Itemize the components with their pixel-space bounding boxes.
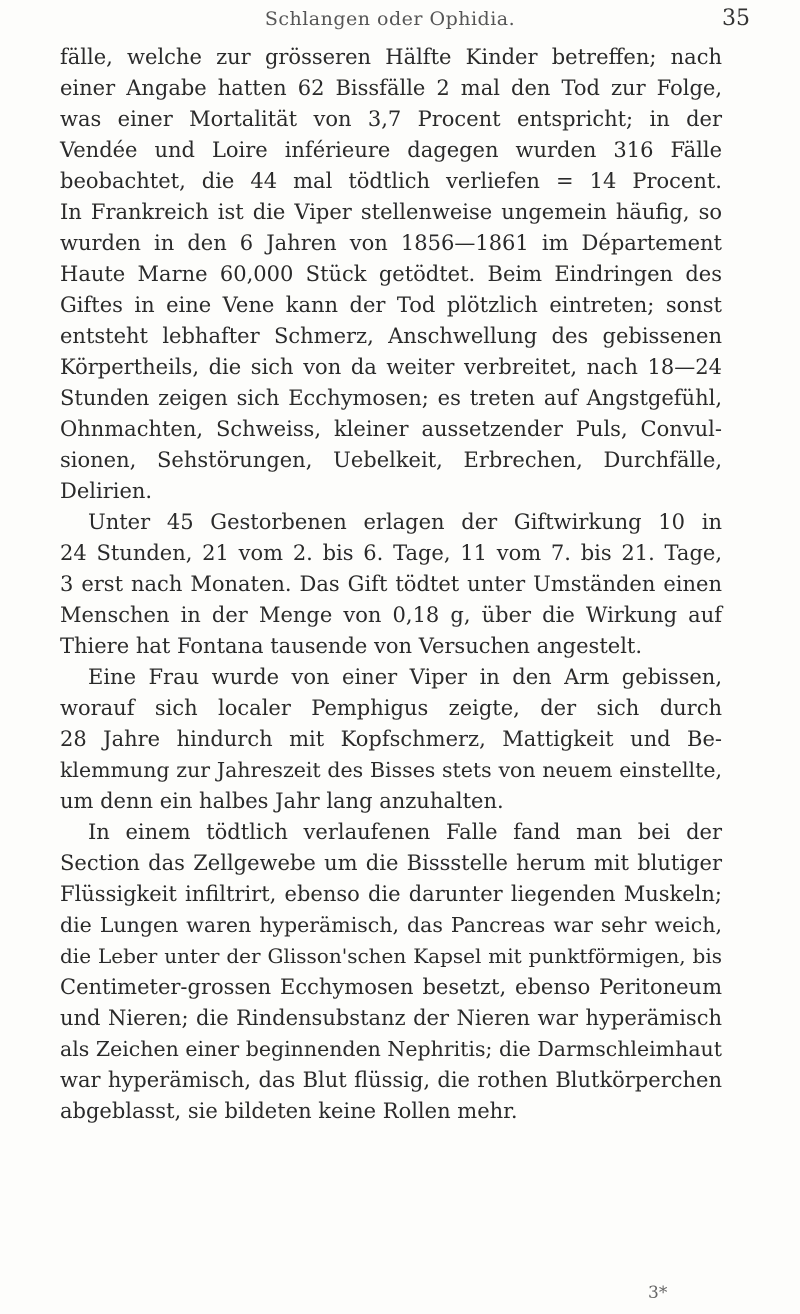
text-line: die Leber unter der Glisson'schen Kapsel mit punktförmigen, bis (60, 944, 722, 968)
text-line: Flüssigkeit infiltrirt, ebenso die darunter liegenden Muskeln; (60, 882, 722, 906)
text-line: 24 Stunden, 21 vom 2. bis 6. Tage, 11 vom 7. bis 21. Tage, (60, 541, 722, 565)
text-line: wurden in den 6 Jahren von 1856—1861 im Département (60, 231, 722, 255)
body-text (60, 42, 722, 1127)
text-line: Giftes in eine Vene kann der Tod plötzlich eintreten; sonst (60, 293, 722, 317)
text-line: Körpertheils, die sich von da weiter verbreitet, nach 18—24 (60, 355, 722, 379)
text-line: klemmung zur Jahreszeit des Bisses stets von neuem einstellte, (60, 758, 722, 782)
text-line: als Zeichen einer beginnenden Nephritis; die Darmschleimhaut (60, 1037, 722, 1061)
text-line: Unter 45 Gestorbenen erlagen der Giftwirkung 10 in (88, 510, 722, 534)
text-line: was einer Mortalität von 3,7 Procent entspricht; in der (60, 107, 722, 131)
text-line: Vendée und Loire inférieure dagegen wurden 316 Fälle (60, 138, 722, 162)
text-line: die Lungen waren hyperämisch, das Pancreas war sehr weich, (60, 913, 722, 937)
text-line: In einem tödtlich verlaufenen Falle fand man bei der (88, 820, 722, 844)
text-line: Centimeter-grossen Ecchymosen besetzt, ebenso Peritoneum (60, 975, 722, 999)
text-line: 28 Jahre hindurch mit Kopfschmerz, Mattigkeit und Be- (60, 727, 722, 751)
text-line: beobachtet, die 44 mal tödtlich verliefen = 14 Procent. (60, 169, 722, 193)
running-head: Schlangen oder Ophidia. (264, 8, 516, 30)
text-line: In Frankreich ist die Viper stellenweise ungemein häufig, so (60, 200, 722, 224)
text-line: entsteht lebhafter Schmerz, Anschwellung des gebissenen (60, 324, 722, 348)
text-line: einer Angabe hatten 62 Bissfälle 2 mal den Tod zur Folge, (60, 76, 722, 100)
text-line: Menschen in der Menge von 0,18 g, über die Wirkung auf (60, 603, 722, 627)
text-line: Section das Zellgewebe um die Bissstelle herum mit blutiger (60, 851, 722, 875)
page-number: 35 (722, 6, 750, 31)
text-line: 3 erst nach Monaten. Das Gift tödtet unter Umständen einen (60, 572, 722, 596)
text-line: Eine Frau wurde von einer Viper in den Arm gebissen, (88, 665, 722, 689)
text-line: Thiere hat Fontana tausende von Versuchen angestelt. (60, 634, 643, 658)
text-line: Ohnmachten, Schweiss, kleiner aussetzender Puls, Convul- (60, 417, 722, 441)
text-line: und Nieren; die Rindensubstanz der Nieren war hyperämisch (60, 1006, 722, 1030)
text-line: um denn ein halbes Jahr lang anzuhalten. (60, 789, 504, 813)
signature-mark: 3* (648, 1283, 668, 1303)
text-line: fälle, welche zur grösseren Hälfte Kinder betreffen; nach (60, 45, 722, 69)
text-line: sionen, Sehstörungen, Uebelkeit, Erbrechen, Durchfälle, (60, 448, 722, 472)
page-header (0, 6, 800, 40)
text-line: abgeblasst, sie bildeten keine Rollen mehr. (60, 1099, 518, 1123)
text-line: war hyperämisch, das Blut flüssig, die rothen Blutkörperchen (60, 1068, 722, 1092)
text-line: worauf sich localer Pemphigus zeigte, der sich durch (60, 696, 722, 720)
text-line: Stunden zeigen sich Ecchymosen; es treten auf Angstgefühl, (60, 386, 722, 410)
text-line: Delirien. (60, 479, 153, 503)
text-line: Haute Marne 60,000 Stück getödtet. Beim Eindringen des (60, 262, 722, 286)
